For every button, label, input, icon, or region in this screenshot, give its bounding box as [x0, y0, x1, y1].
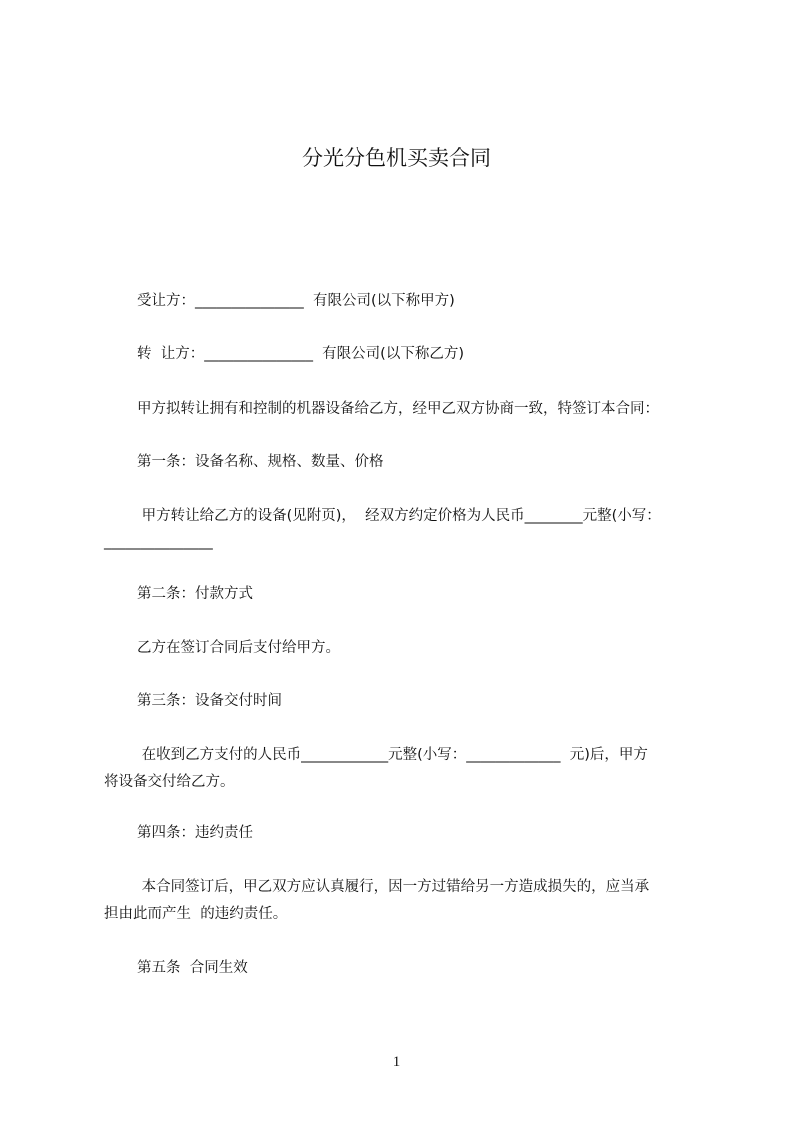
article-4-paragraph: 本合同签订后，甲乙双方应认真履行，因一方过错给另一方造成损失的，应当承: [137, 879, 650, 895]
article-1-paragraph: 甲方转让给乙方的设备(见附页)， 经双方约定价格为人民币________元整(小写：: [137, 508, 661, 524]
article-1-heading: 第一条：设备名称、规格、数量、价格: [137, 454, 384, 470]
page-number: 1: [392, 1054, 401, 1070]
article-2-heading: 第二条：付款方式: [137, 586, 253, 602]
article-4-paragraph-cont: 担由此而产生 的违约责任。: [104, 906, 288, 922]
article-2-paragraph: 乙方在签订合同后支付给甲方。: [137, 640, 340, 656]
assignee-line: 受让方：_______________ 有限公司(以下称甲方): [137, 293, 455, 309]
article-5-heading: 第五条 合同生效: [137, 960, 248, 976]
article-3-paragraph: 在收到乙方支付的人民币____________元整(小写：_____________ 元)后，甲方: [137, 747, 648, 763]
article-3-paragraph-cont: 将设备交付给乙方。: [104, 774, 235, 790]
article-3-heading: 第三条：设备交付时间: [137, 693, 282, 709]
article-4-heading: 第四条：违约责任: [137, 825, 253, 841]
assignor-line: 转 让方：_______________ 有限公司(以下称乙方): [137, 346, 464, 362]
article-1-paragraph-cont: _______________: [104, 534, 213, 550]
document-title: 分光分色机买卖合同: [302, 146, 491, 170]
preamble-paragraph: 甲方拟转让拥有和控制的机器设备给乙方，经甲乙双方协商一致，特签订本合同：: [137, 401, 659, 417]
